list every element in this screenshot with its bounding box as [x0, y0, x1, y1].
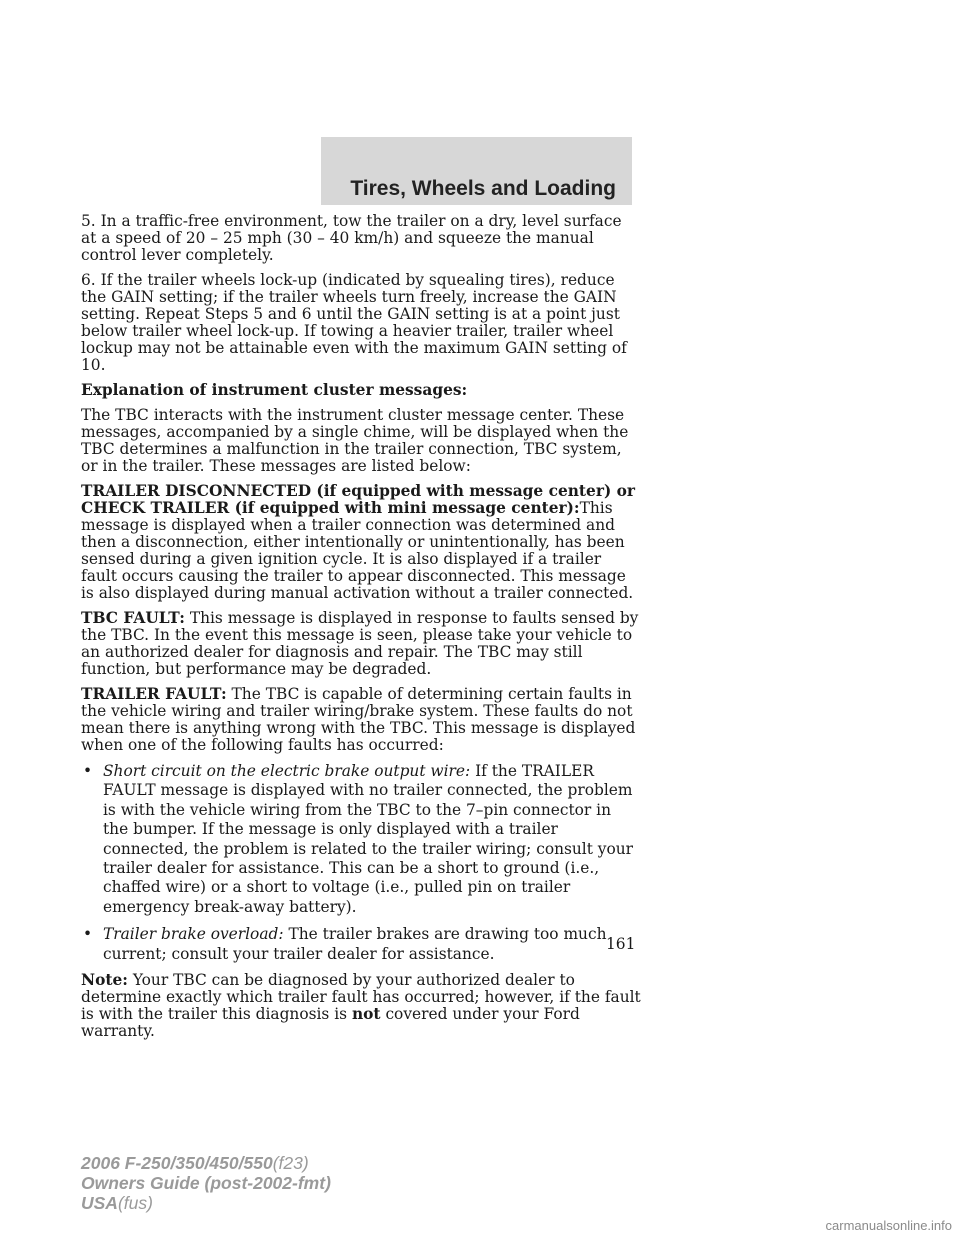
step-5-paragraph: 5. In a traffic-free environment, tow the trailer on a dry, level surface at a speed of 20 – 25 mph (30 – 40 km/h) and squeeze the manual control lever completely. [81, 212, 622, 264]
watermark: carmanualsonline.info [825, 1218, 952, 1233]
footer [81, 1153, 331, 1213]
footer-line-3 [81, 1193, 331, 1213]
note-text-1: Your TBC can be diagnosed by your authorized dealer to determine exactly which trailer fault has occurred; however, if the fault is with the trailer this diagnosis is [81, 971, 641, 1024]
section-title: Tires, Wheels and Loading [350, 177, 616, 200]
footer-market: USA [81, 1193, 118, 1213]
bullet-text: If the TRAILER FAULT message is displayed with no trailer connected, the problem is with the vehicle wiring from the TBC to the 7–pin connector in the bumper. If the message is only displayed with a trailer connected, the problem is related to the trailer wiring; consult your trailer dealer for assistance. This can be a short to ground (i.e., chaffed wire) or a short to voltage (i.e., pulled pin on trailer emergency break-away battery). [103, 762, 634, 916]
bullet-label: Trailer brake overload: [103, 925, 284, 944]
note-text-2: covered under your Ford warranty. [81, 1005, 580, 1041]
footer-line-2 [81, 1173, 331, 1193]
tbc-fault-label: TBC FAULT: [81, 609, 185, 627]
section-header [321, 137, 632, 205]
tbc-fault-text: This message is displayed in response to faults sensed by the TBC. In the event this message is seen, please take your vehicle to an authorized dealer for diagnosis and repair. The TBC may still function, but performance may be degraded. [81, 609, 639, 678]
footer-market-code: (fus) [117, 1193, 153, 1213]
bullet-icon: • [83, 925, 93, 944]
footer-model-code: (f23) [272, 1153, 309, 1173]
list-item [81, 925, 641, 964]
trailer-disconnected-paragraph [81, 483, 641, 602]
explanation-heading: Explanation of instrument cluster messages: [81, 381, 468, 399]
page-content [81, 213, 641, 1048]
bullet-icon: • [83, 762, 93, 780]
note-label: Note: [81, 971, 128, 990]
footer-guide: Owners Guide (post-2002-fmt) [81, 1173, 331, 1193]
bullet-label: Short circuit on the electric brake output wire: [103, 762, 471, 780]
note-paragraph [81, 972, 641, 1040]
trailer-fault-text: The TBC is capable of determining certain faults in the vehicle wiring and trailer wiring/brake system. These faults do not mean there is anything wrong with the TBC. This message is displayed when one of the following faults has occurred: [81, 685, 636, 754]
step-6-paragraph: 6. If the trailer wheels lock-up (indicated by squealing tires), reduce the GAIN setting; if the trailer wheels turn freely, increase the GAIN setting. Repeat Steps 5 and 6 until the GAIN setting is at a point just below trailer wheel lock-up. If towing a heavier trailer, trailer wheel lockup may not be attainable even with the maximum GAIN setting of 10. [81, 271, 627, 374]
trailer-disconnected-text: This message is displayed when a trailer connection was determined and then a disconnection, either intentionally or unintentionally, has been sensed during a given ignition cycle. It is also displayed if a trailer fault occurs causing the trailer to appear disconnected. This message is also displayed during manual activation without a trailer connected. [81, 499, 634, 602]
trailer-fault-paragraph [81, 686, 641, 754]
trailer-disconnected-label: TRAILER DISCONNECTED (if equipped with message center) or CHECK TRAILER (if equipped with mini message center): [81, 482, 635, 517]
page-number: 161 [606, 935, 636, 953]
tbc-fault-paragraph [81, 610, 641, 678]
list-item [81, 762, 641, 917]
note-not: not [351, 1005, 381, 1024]
footer-model: 2006 F-250/350/450/550 [81, 1153, 273, 1173]
bullet-text: The trailer brakes are drawing too much current; consult your trailer dealer for assistance. [103, 925, 607, 963]
trailer-fault-label: TRAILER FAULT: [81, 685, 227, 703]
footer-line-1 [81, 1153, 331, 1173]
intro-paragraph: The TBC interacts with the instrument cluster message center. These messages, accompanied by a single chime, will be displayed when the TBC determines a malfunction in the trailer connection, TBC system, or in the trailer. These messages are listed below: [81, 406, 629, 475]
